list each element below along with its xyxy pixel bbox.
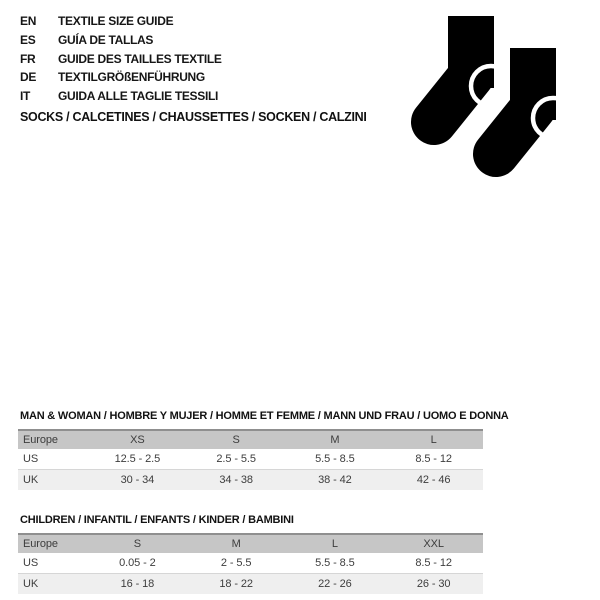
language-row (20, 87, 222, 106)
size-value-cell: 34 - 38 (187, 470, 286, 491)
region-cell: UK (18, 574, 88, 595)
table-title: MAN & WOMAN / HOMBRE Y MUJER / HOMME ET FEMME / MANN UND FRAU / UOMO E DONNA (20, 410, 509, 422)
size-value-cell: 12.5 - 2.5 (88, 449, 187, 470)
size-table-section-man-woman (18, 409, 509, 490)
size-column-header: S (187, 430, 286, 449)
region-cell: US (18, 449, 88, 470)
language-code: ES (20, 33, 36, 48)
size-value-cell: 0.05 - 2 (88, 553, 187, 574)
size-column-header: M (286, 430, 385, 449)
table-header-row (18, 534, 483, 553)
table-title: CHILDREN / INFANTIL / ENFANTS / KINDER / BAMBINI (20, 514, 294, 526)
size-value-cell: 18 - 22 (187, 574, 286, 595)
language-title: TEXTILE SIZE GUIDE (58, 14, 174, 29)
size-table (18, 429, 483, 490)
language-code: IT (20, 89, 31, 104)
region-cell: US (18, 553, 88, 574)
language-row (20, 49, 222, 68)
language-title: GUIDE DES TAILLES TEXTILE (58, 51, 222, 66)
region-column-header: Europe (18, 534, 88, 553)
size-value-cell: 38 - 42 (286, 470, 385, 491)
table-row (18, 449, 483, 470)
size-value-cell: 5.5 - 8.5 (286, 449, 385, 470)
size-column-header: XS (88, 430, 187, 449)
region-cell: UK (18, 470, 88, 491)
language-title: GUÍA DE TALLAS (58, 33, 154, 48)
size-column-header: XXL (384, 534, 483, 553)
size-table (18, 533, 483, 594)
language-row (20, 31, 222, 50)
size-value-cell: 2 - 5.5 (187, 553, 286, 574)
language-code: FR (20, 51, 36, 66)
socks-illustration (408, 16, 558, 181)
size-value-cell: 22 - 26 (286, 574, 385, 595)
table-row (18, 574, 483, 595)
language-code: DE (20, 70, 37, 85)
size-column-header: M (187, 534, 286, 553)
size-value-cell: 2.5 - 5.5 (187, 449, 286, 470)
table-header-row (18, 430, 483, 449)
size-value-cell: 42 - 46 (384, 470, 483, 491)
language-title: TEXTILGRÖßENFÜHRUNG (58, 70, 205, 85)
language-row (20, 12, 222, 31)
size-value-cell: 8.5 - 12 (384, 553, 483, 574)
size-value-cell: 26 - 30 (384, 574, 483, 595)
size-value-cell: 8.5 - 12 (384, 449, 483, 470)
region-column-header: Europe (18, 430, 88, 449)
size-value-cell: 5.5 - 8.5 (286, 553, 385, 574)
size-column-header: L (286, 534, 385, 553)
language-row (20, 68, 222, 87)
table-row (18, 553, 483, 574)
size-table-section-children (18, 513, 483, 594)
language-code: EN (20, 14, 37, 29)
size-value-cell: 30 - 34 (88, 470, 187, 491)
size-column-header: L (384, 430, 483, 449)
table-row (18, 470, 483, 491)
category-line: SOCKS / CALCETINES / CHAUSSETTES / SOCKEN / CALZINI (20, 110, 367, 124)
language-title: GUIDA ALLE TAGLIE TESSILI (58, 89, 219, 104)
size-column-header: S (88, 534, 187, 553)
size-value-cell: 16 - 18 (88, 574, 187, 595)
socks-icon (408, 16, 558, 181)
language-title-list (20, 12, 222, 105)
